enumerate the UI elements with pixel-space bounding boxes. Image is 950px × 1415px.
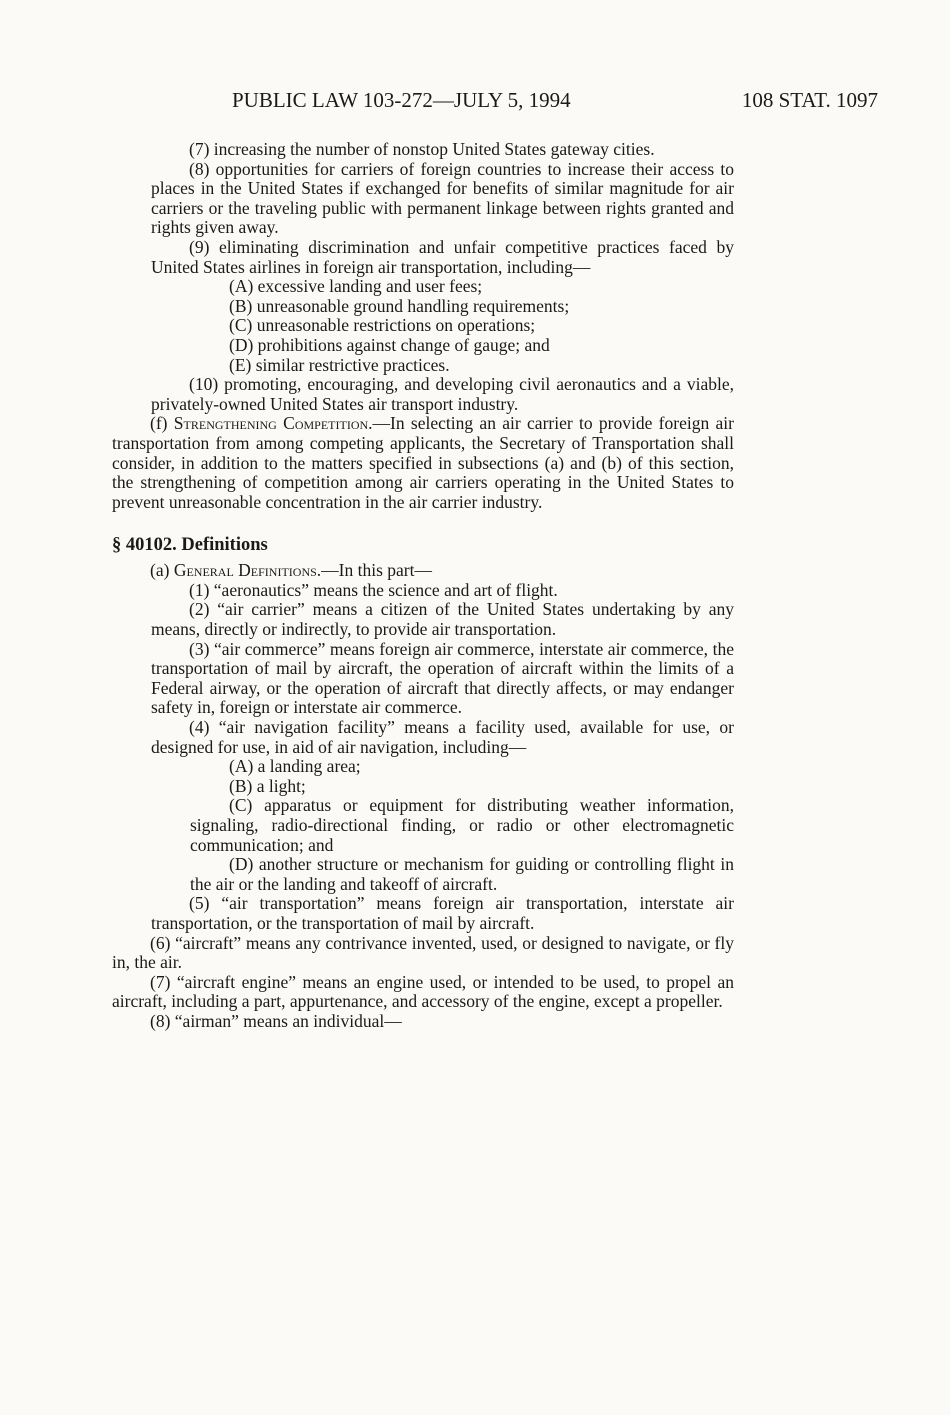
subsection-f bbox=[112, 414, 734, 512]
paragraph: (7) “aircraft engine” means an engine used, or intended to be used, to propel an aircraft, including a part, appurtenance, and accessory of the engine, except a propeller. bbox=[112, 971, 734, 1012]
definitions-list bbox=[112, 581, 734, 1032]
running-header bbox=[110, 88, 878, 122]
subsection-a-heading: General Definitions. bbox=[173, 560, 322, 581]
header-title: PUBLIC LAW 103-272—JULY 5, 1994 bbox=[232, 88, 571, 112]
page-body bbox=[112, 140, 734, 1032]
paragraph: (B) a light; bbox=[229, 775, 306, 796]
paragraph: (4) “air navigation facility” means a facility used, available for use, or designed for use, in aid of air navigation, including— bbox=[151, 717, 734, 757]
subsection-a bbox=[112, 561, 734, 581]
paragraph: (3) “air commerce” means foreign air commerce, interstate air commerce, the transportation of mail by aircraft, the operation of aircraft within the limits of a Federal airway, or the operation of aircraft that directly affects, or may endanger safety in, foreign or interstate air commerce. bbox=[151, 638, 734, 718]
paragraph: (B) unreasonable ground handling requirements; bbox=[229, 295, 570, 316]
paragraph: (C) unreasonable restrictions on operations; bbox=[229, 315, 536, 336]
paragraph: (2) “air carrier” means a citizen of the United States undertaking by any means, directly or indirectly, to provide air transportation. bbox=[151, 599, 734, 640]
paragraph: (5) “air transportation” means foreign air transportation, interstate air transportation, or the transportation of mail by aircraft. bbox=[151, 893, 734, 933]
header-page-number: 108 STAT. 1097 bbox=[741, 88, 878, 112]
subsection-f-heading: Strengthening Competition. bbox=[173, 413, 373, 434]
subsection-a-label: (a) bbox=[150, 560, 174, 581]
paragraph: (A) excessive landing and user fees; bbox=[229, 276, 483, 297]
paragraph: (C) apparatus or equipment for distributing weather information, signaling, radio-directional finding, or radio or other electromagnetic communication; and bbox=[190, 795, 734, 855]
paragraph: (9) eliminating discrimination and unfair competitive practices faced by United States airlines in foreign air transportation, including— bbox=[151, 236, 734, 277]
paragraph: (8) “airman” means an individual— bbox=[150, 1010, 402, 1031]
paragraph: (7) increasing the number of nonstop United States gateway cities. bbox=[189, 139, 655, 159]
paragraph: (D) another structure or mechanism for guiding or controlling flight in the air or the landing and takeoff of aircraft. bbox=[190, 854, 734, 894]
paragraph: (10) promoting, encouraging, and developing civil aeronautics and a viable, privately-owned United States air transport industry. bbox=[151, 374, 734, 414]
subsection-a-text: —In this part— bbox=[321, 560, 432, 581]
paragraph: (8) opportunities for carriers of foreign countries to increase their access to places in the United States if exchanged for benefits of similar magnitude for air carriers or the traveling public with permanent linkage between rights granted and rights given away. bbox=[151, 158, 734, 238]
section-heading: § 40102. Definitions bbox=[112, 535, 268, 556]
subsection-e-continuation bbox=[112, 140, 734, 414]
paragraph: (E) similar restrictive practices. bbox=[229, 354, 450, 375]
paragraph: (A) a landing area; bbox=[229, 756, 361, 777]
paragraph: (1) “aeronautics” means the science and art of flight. bbox=[189, 579, 558, 600]
paragraph: (D) prohibitions against change of gauge; and bbox=[229, 334, 550, 355]
paragraph: (6) “aircraft” means any contrivance invented, used, or designed to navigate, or fly in, the air. bbox=[112, 932, 734, 973]
subsection-f-label: (f) bbox=[150, 413, 174, 434]
subsection-f-text: —In selecting an air carrier to provide foreign air transportation from among competing applicants, the Secretary of Transportation shall consider, in addition to the matters specified in subsections (a) and (b) of this section, the strengthening of competition among air carriers operating in the United States to prevent unreasonable concentration in the air carrier industry. bbox=[112, 413, 734, 512]
